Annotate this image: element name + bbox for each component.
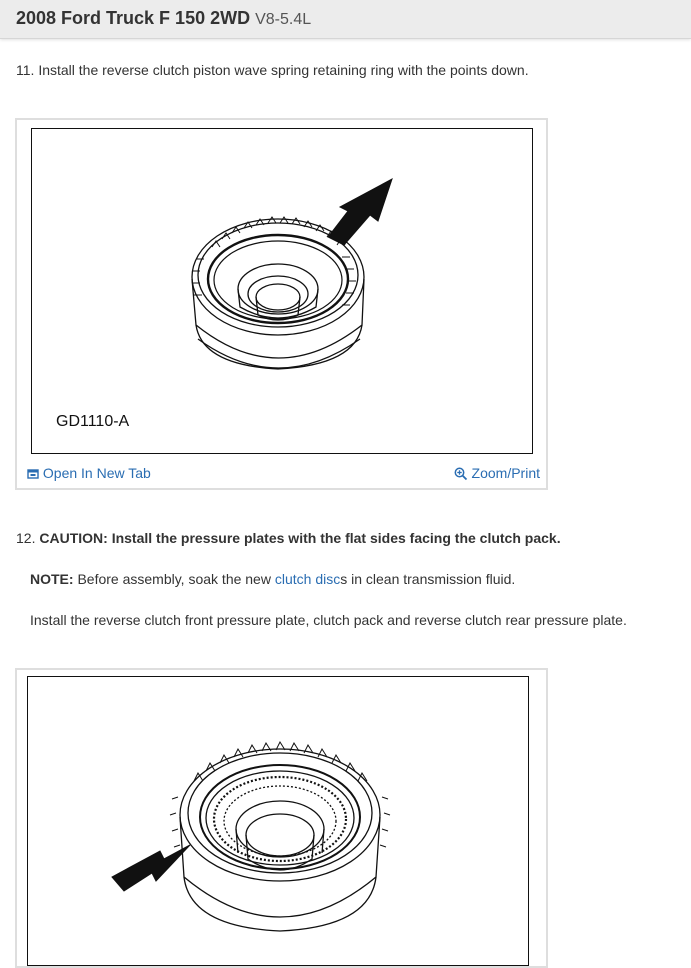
step-text: Install the reverse clutch piston wave spring retaining ring with the points down. [38,62,529,78]
open-in-new-tab-link[interactable] [27,465,151,481]
note-text-after: s in clean transmission fluid. [340,571,516,587]
step-number: 12. [16,530,36,546]
open-in-new-tab-icon [27,468,39,480]
note-label: NOTE: [30,571,74,587]
instruction-text: Install the reverse clutch front pressure plate, clutch pack and reverse clutch rear pressure plate. [30,612,627,628]
step-12-note [30,571,515,587]
clutch-illustration-2 [28,677,529,966]
step-12-caution [16,530,561,546]
clutch-illustration-1 [32,129,533,454]
page-title [16,8,311,29]
zoom-print-link[interactable] [454,465,540,481]
figure-card-footer [17,460,546,488]
note-text-before: Before assembly, soak the new [77,571,271,587]
step-12-instruction [30,612,627,628]
caution-text: Install the pressure plates with the flat sides facing the clutch pack. [111,530,561,546]
open-in-new-tab-label: Open In New Tab [42,465,151,481]
zoom-print-label: Zoom/Print [471,465,540,481]
figure-image-1[interactable] [31,128,533,454]
step-number: 11. [16,62,35,78]
step-11 [16,62,529,78]
page-header [0,0,691,39]
figure-card-1 [15,118,548,490]
clutch-disc-link[interactable]: clutch disc [274,571,341,587]
zoom-in-icon [454,467,468,481]
figure-label: GD1110-A [56,413,130,430]
engine-spec: V8-5.4L [255,11,312,28]
vehicle-name: 2008 Ford Truck F 150 2WD [16,8,251,28]
figure-card-2 [15,668,548,968]
figure-image-2[interactable] [27,676,529,966]
caution-label: CAUTION: [39,530,108,546]
